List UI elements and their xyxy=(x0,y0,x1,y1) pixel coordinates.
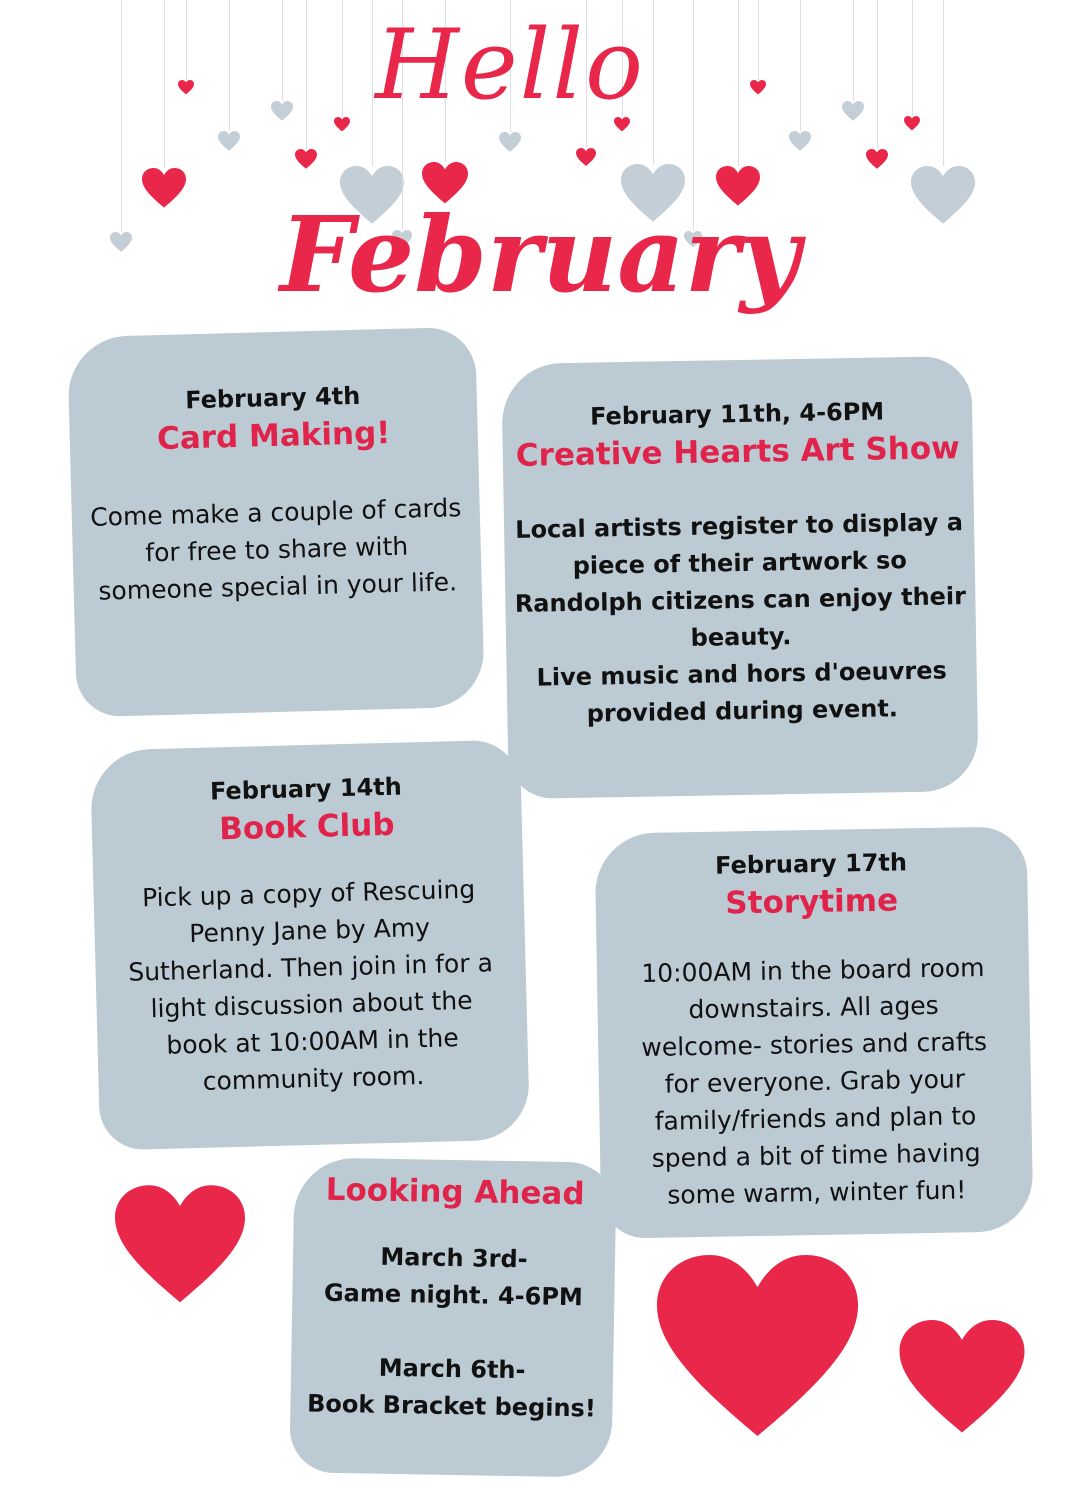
heart-icon xyxy=(178,80,194,95)
upcoming-line: Game night. 4-6PM xyxy=(323,1278,584,1312)
hanging-string xyxy=(877,0,878,149)
hanging-string xyxy=(229,0,230,131)
heart-icon xyxy=(655,1255,860,1440)
heart-icon xyxy=(898,1320,1026,1435)
event-date: February 11th, 4-6PM xyxy=(589,397,885,431)
heart-icon xyxy=(295,149,317,169)
event-description-line: welcome- stories and crafts xyxy=(641,1026,988,1063)
looking-ahead-title: Looking Ahead xyxy=(325,1171,585,1213)
heart-icon xyxy=(866,149,888,169)
hanging-string xyxy=(282,0,283,101)
event-description-line: provided during event. xyxy=(586,694,899,728)
hanging-string xyxy=(853,0,854,101)
upcoming-line: March 6th- xyxy=(378,1353,526,1385)
event-date: February 14th xyxy=(209,772,403,806)
hanging-string xyxy=(943,0,944,166)
heart-icon xyxy=(115,1185,245,1305)
event-description-line: for everyone. Grab your xyxy=(664,1064,966,1099)
event-description-line: Sutherland. Then join in for a xyxy=(127,948,494,987)
event-card-book-club xyxy=(90,739,530,1150)
hanging-string xyxy=(758,0,759,80)
looking-ahead-card xyxy=(289,1157,616,1478)
event-card-art-show xyxy=(501,356,979,799)
heart-icon xyxy=(499,132,521,152)
event-description-line: Randolph citizens can enjoy their xyxy=(514,582,967,618)
heart-icon xyxy=(576,148,596,166)
event-description-line: Local artists register to display a xyxy=(515,508,964,544)
heart-icon xyxy=(750,80,766,95)
event-description-line: 10:00AM in the board room xyxy=(641,953,985,989)
event-title: Book Club xyxy=(218,806,395,848)
event-title: Storytime xyxy=(725,882,899,922)
event-date: February 17th xyxy=(714,848,908,880)
event-description-line: book at 10:00AM in the xyxy=(165,1023,460,1060)
upcoming-line: March 3rd- xyxy=(380,1242,528,1274)
event-description-line: some warm, winter fun! xyxy=(667,1175,967,1210)
heart-icon xyxy=(904,116,920,131)
hanging-string xyxy=(164,0,165,168)
event-description-line: Come make a couple of cards xyxy=(89,493,462,532)
february-heading: February xyxy=(279,193,801,316)
event-description-line: downstairs. All ages xyxy=(688,990,939,1025)
heart-icon xyxy=(142,168,186,208)
event-description-line: someone special in your life. xyxy=(98,567,458,606)
event-description-line: Pick up a copy of Rescuing xyxy=(141,874,476,913)
event-title: Creative Hearts Art Show xyxy=(515,430,961,474)
event-card-storytime xyxy=(594,826,1033,1238)
hanging-string xyxy=(121,0,122,232)
event-description-line: community room. xyxy=(202,1061,425,1096)
event-description-line: family/friends and plan to xyxy=(654,1101,977,1136)
hello-heading: Hello xyxy=(375,9,645,121)
event-description-line: spend a bit of time having xyxy=(651,1138,981,1173)
event-description-line: for free to share with xyxy=(144,531,409,568)
hanging-string xyxy=(738,0,739,166)
heart-icon xyxy=(110,232,132,252)
hanging-string xyxy=(186,0,187,80)
heart-icon xyxy=(842,101,864,121)
heart-icon xyxy=(218,131,240,151)
heart-icon xyxy=(334,117,350,132)
heart-icon xyxy=(271,101,293,121)
upcoming-line: Book Bracket begins! xyxy=(306,1389,597,1423)
hanging-string xyxy=(342,0,343,117)
event-description-line: Penny Jane by Amy xyxy=(188,912,431,949)
event-description-line: beauty. xyxy=(690,622,792,652)
hanging-string xyxy=(912,0,913,116)
event-description-line: Live music and hors d'oeuvres xyxy=(536,656,948,692)
event-title: Card Making! xyxy=(156,414,391,458)
event-date: February 4th xyxy=(184,381,361,415)
event-description-line: light discussion about the xyxy=(150,985,473,1024)
heart-icon xyxy=(789,131,811,151)
hanging-string xyxy=(306,0,307,149)
upcoming-line xyxy=(291,1311,614,1354)
heart-icon xyxy=(911,166,975,225)
event-card-card-making xyxy=(67,327,485,718)
hanging-string xyxy=(800,0,801,131)
event-description-line: piece of their artwork so xyxy=(572,546,908,580)
